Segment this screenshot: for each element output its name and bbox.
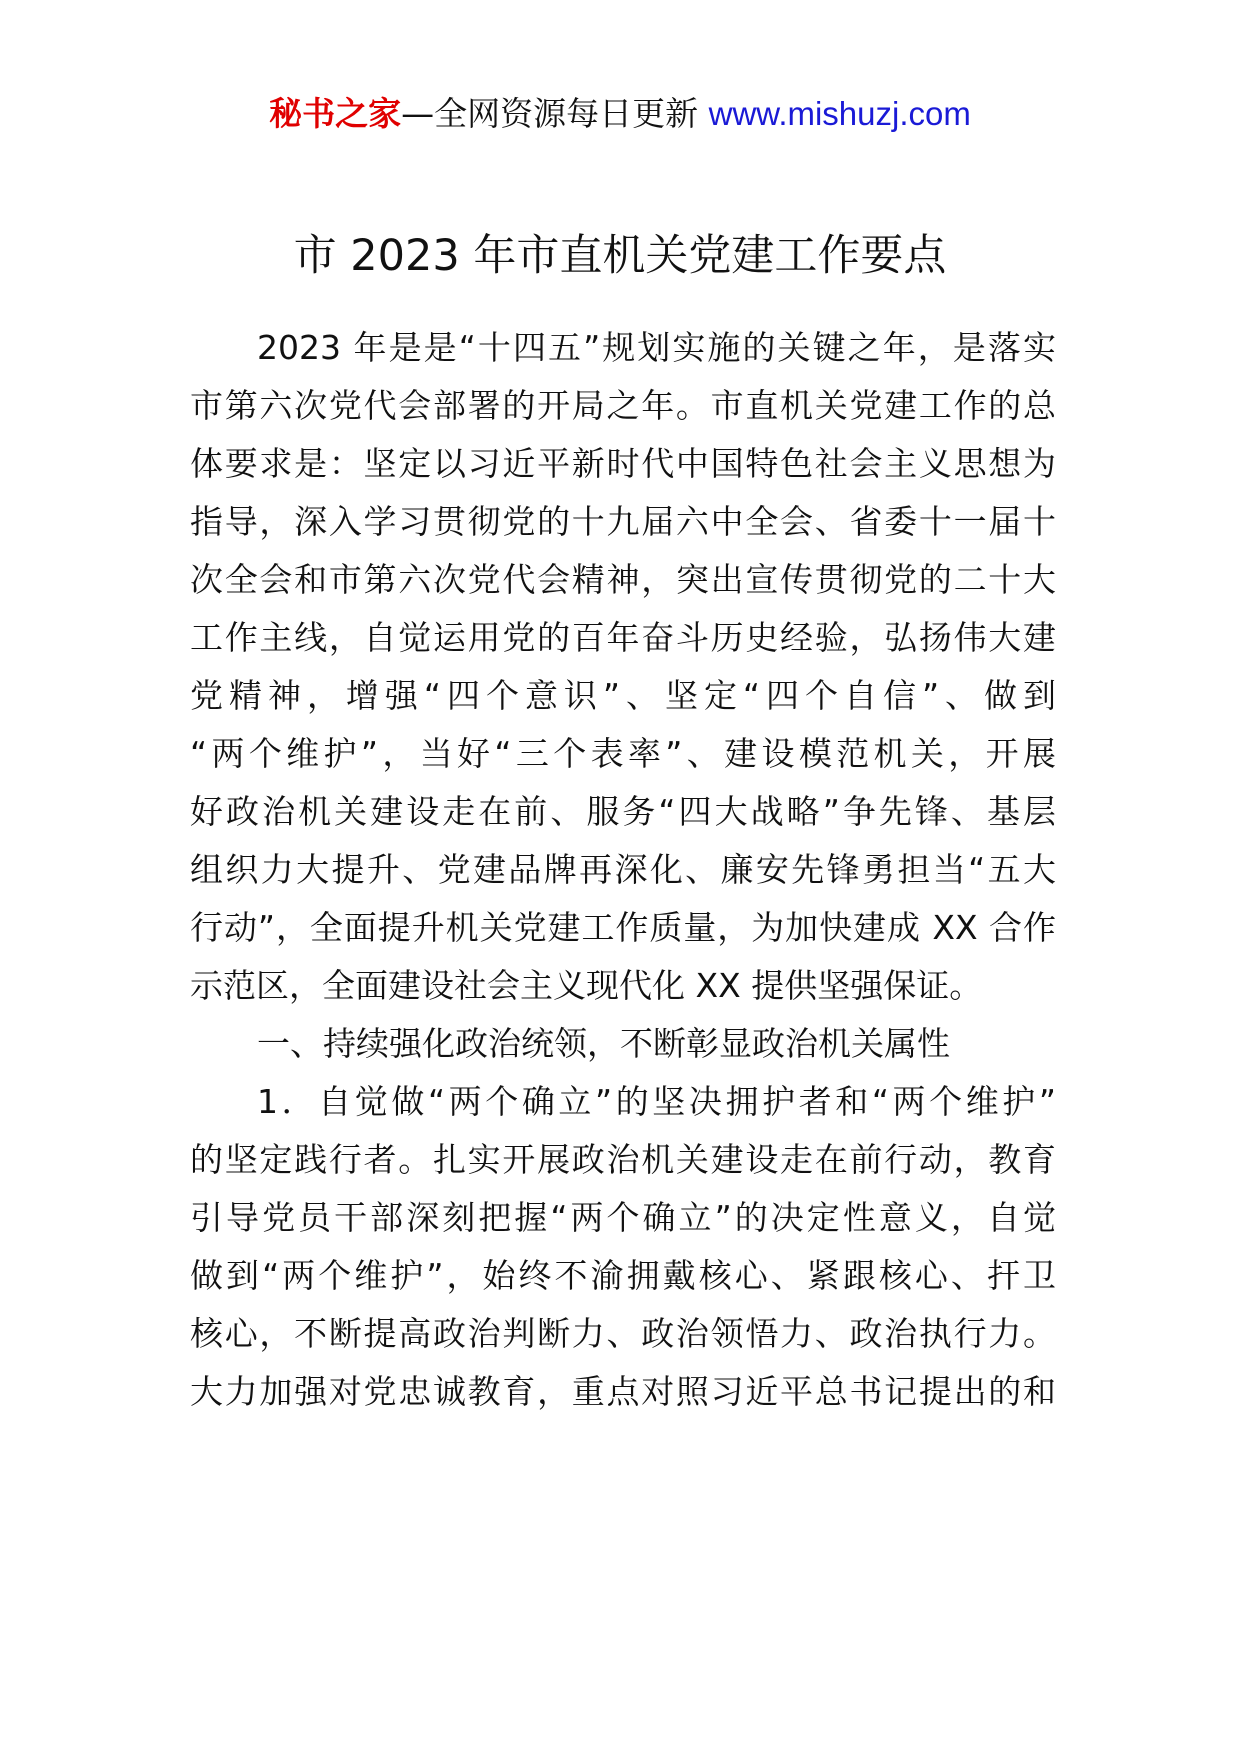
paragraph-line: 的坚定践行者。扎实开展政治机关建设走在前行动，教育	[190, 1140, 1056, 1179]
paragraph-line: 示范区，全面建设社会主义现代化 XX 提供坚强保证。	[190, 966, 983, 1005]
site-brand: 秘书之家	[269, 94, 402, 133]
paragraph-line: 1．自觉做“两个确立”的坚决拥护者和“两个维护”	[257, 1082, 1056, 1121]
site-header	[0, 92, 1240, 136]
paragraph-line: 2023 年是是“十四五”规划实施的关键之年，是落实	[257, 328, 1056, 367]
site-tagline: —全网资源每日更新	[401, 94, 699, 133]
paragraph-line: 指导，深入学习贯彻党的十九届六中全会、省委十一届十	[190, 502, 1056, 541]
paragraph-line: 好政治机关建设走在前、服务“四大战略”争先锋、基层	[190, 792, 1056, 831]
section-heading: 一、持续强化政治统领，不断彰显政治机关属性	[257, 1024, 950, 1063]
paragraph-line: 党精神，增强“四个意识”、坚定“四个自信”、做到	[190, 676, 1056, 715]
paragraph-line: 体要求是：坚定以习近平新时代中国特色社会主义思想为	[190, 444, 1056, 483]
paragraph-line: 工作主线，自觉运用党的百年奋斗历史经验，弘扬伟大建	[190, 618, 1056, 657]
site-url-link[interactable]: www.mishuzj.com	[708, 95, 971, 132]
paragraph-line: 次全会和市第六次党代会精神，突出宣传贯彻党的二十大	[190, 560, 1056, 599]
paragraph-line: 市第六次党代会部署的开局之年。市直机关党建工作的总	[190, 386, 1056, 425]
paragraph-line: “两个维护”，当好“三个表率”、建设模范机关，开展	[190, 734, 1056, 773]
paragraph-line: 大力加强对党忠诚教育，重点对照习近平总书记提出的和	[190, 1372, 1056, 1411]
paragraph-line: 做到“两个维护”，始终不渝拥戴核心、紧跟核心、扞卫	[190, 1256, 1056, 1295]
paragraph-line: 行动”，全面提升机关党建工作质量，为加快建成 XX 合作	[190, 908, 1056, 947]
paragraph-line: 组织力大提升、党建品牌再深化、廉安先锋勇担当“五大	[190, 850, 1056, 889]
paragraph-line: 引导党员干部深刻把握“两个确立”的决定性意义，自觉	[190, 1198, 1056, 1237]
document-title: 市 2023 年市直机关党建工作要点	[293, 231, 947, 281]
paragraph-line: 核心，不断提高政治判断力、政治领悟力、政治执行力。	[190, 1314, 1056, 1353]
